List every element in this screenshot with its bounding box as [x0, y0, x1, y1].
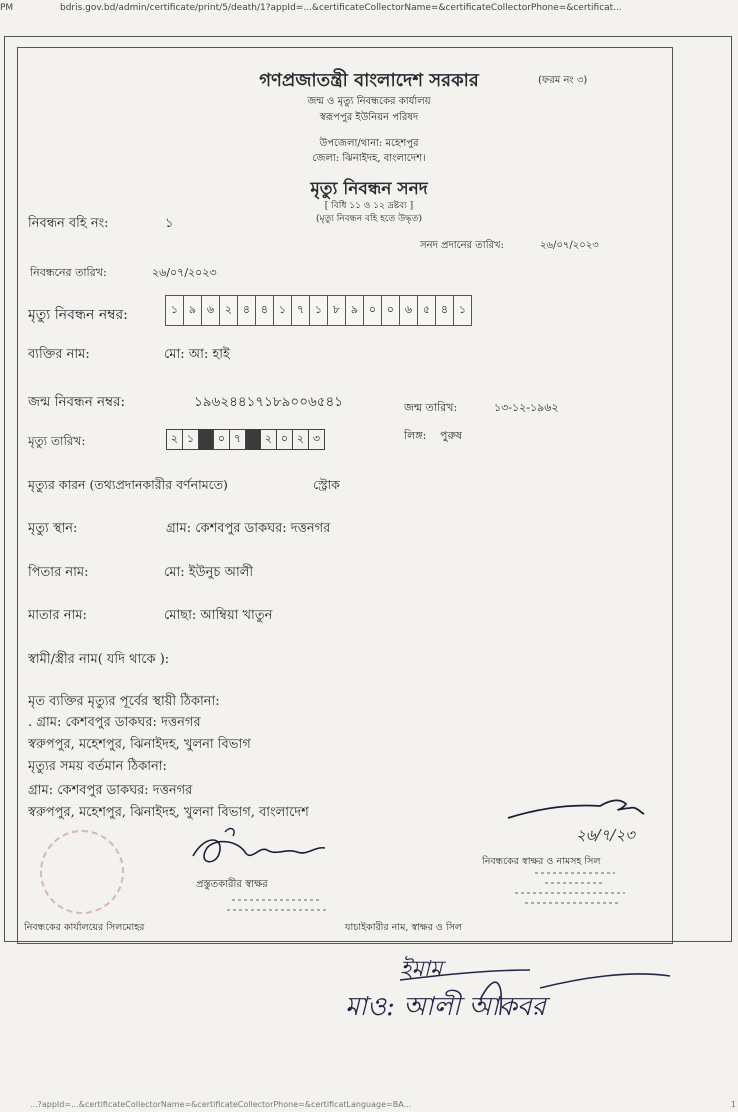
death-place-value: গ্রাম: কেশবপুর ডাকঘর: দত্তনগর	[166, 521, 331, 536]
death-reg-digit: ১	[165, 295, 184, 326]
death-place-label: মৃত্যু স্থান:	[28, 521, 78, 536]
death-reg-no-label: মৃত্যু নিবন্ধন নম্বর:	[28, 307, 128, 323]
registrar-signature-label: নিবন্ধকের স্বাক্ষর ও নামসহ সিল	[482, 856, 601, 867]
issue-date-value: ২৬/০৭/২০২৩	[540, 240, 599, 251]
book-no-value: ১	[165, 216, 174, 231]
print-footer-url: ...?appId=...&certificateCollectorName=&certificateCollectorPhone=&certificatLanguage=BA...	[30, 1100, 412, 1109]
death-reg-digit: ০	[382, 295, 400, 326]
death-date-digit: ১	[183, 429, 199, 450]
issue-date-label: সনদ প্রদানের তারিখ:	[420, 240, 504, 251]
print-url: bdris.gov.bd/admin/certificate/print/5/death/1?appId=...&certificateCollectorName=&certificateCollectorPhone=&certificat...	[60, 3, 622, 13]
death-reg-digit: ০	[364, 295, 382, 326]
district-line: জেলা: ঝিনাইদহ, বাংলাদেশ।	[312, 153, 426, 164]
spouse-name-label: স্বামী/স্ত্রীর নাম( যদি থাকে ):	[28, 652, 170, 667]
handwritten-name: মাও: আলী আকবর	[345, 992, 546, 1022]
gender-label: লিঙ্গ:	[404, 429, 427, 442]
death-reg-digit: ৪	[436, 295, 454, 326]
preparer-signature-label: প্রস্তুতকারীর স্বাক্ষর	[196, 879, 268, 890]
print-time: PM	[0, 3, 14, 13]
print-header	[0, 0, 738, 26]
death-date-boxes	[166, 429, 325, 450]
registrar-stamp-text	[505, 868, 635, 911]
person-name-label: ব্যক্তির নাম:	[28, 347, 90, 362]
death-date-digit: ২	[260, 429, 277, 450]
permanent-address-label: মৃত ব্যক্তির মৃত্যুর পূর্বের স্থায়ী ঠিকানা:	[28, 694, 220, 709]
preparer-signature	[185, 826, 345, 876]
death-reg-no-boxes	[165, 295, 472, 326]
death-date-digit: ০	[277, 429, 293, 450]
permanent-address-line2: স্বরুপপুর, মহেশপুর, ঝিনাইদহ, খুলনা বিভাগ	[28, 737, 251, 752]
print-footer	[0, 1100, 738, 1112]
date-separator	[199, 429, 213, 450]
cause-of-death-value: স্ট্রোক	[313, 477, 340, 492]
mother-name-label: মাতার নাম:	[28, 608, 87, 623]
verifier-label: যাচাইকারীর নাম, স্বাক্ষর ও সিল	[345, 922, 462, 933]
death-date-digit: ০	[213, 429, 230, 450]
current-address-line2: স্বরুপপুর, মহেশপুর, ঝিনাইদহ, খুলনা বিভাগ, বাংলাদেশ	[28, 805, 309, 820]
registrar-sign-date: ২৬/৭/২৩	[576, 826, 635, 844]
death-date-digit: ৩	[309, 429, 325, 450]
union-name: স্বরূপপুর ইউনিয়ন পরিষদ	[319, 112, 419, 123]
current-address-label: মৃত্যুর সময় বর্তমান ঠিকানা:	[28, 759, 167, 774]
birth-date-label: জন্ম তারিখ:	[404, 401, 458, 414]
book-no-label: নিবন্ধন বহি নং:	[28, 216, 109, 231]
death-reg-digit: ১	[274, 295, 292, 326]
cause-of-death-label: মৃত্যুর কারন (তথ্যপ্রদানকারীর বর্ণনামতে)	[28, 477, 228, 492]
death-reg-digit: ২	[220, 295, 238, 326]
government-title: গণপ্রজাতন্ত্রী বাংলাদেশ সরকার	[259, 70, 479, 91]
death-date-label: মৃত্যু তারিখ:	[28, 434, 86, 448]
form-number: (ফরম নং ৩)	[538, 75, 588, 86]
birth-reg-no-label: জন্ম নিবন্ধন নম্বর:	[28, 394, 126, 410]
death-reg-digit: ৪	[238, 295, 256, 326]
print-page-number: 1	[730, 1100, 736, 1109]
father-name-label: পিতার নাম:	[28, 565, 89, 580]
death-reg-digit: ৪	[256, 295, 274, 326]
father-name-value: মো: ইউনুচ আলী	[164, 565, 254, 580]
rule-reference: [ বিধি ১১ ও ১২ দ্রষ্টব্য ]	[324, 201, 414, 211]
death-reg-digit: ৯	[346, 295, 364, 326]
death-reg-digit: ৬	[400, 295, 418, 326]
death-reg-digit: ৮	[328, 295, 346, 326]
death-reg-digit: ৭	[292, 295, 310, 326]
death-reg-digit: ৫	[418, 295, 436, 326]
birth-date-value: ১৩-১২-১৯৬২	[494, 401, 559, 414]
death-reg-digit: ১	[454, 295, 472, 326]
birth-reg-no-value: ১৯৬২৪৪১৭১৮৯০০৬৫৪১	[194, 394, 344, 410]
handwritten-title: ইমাম	[400, 957, 443, 982]
registration-date-label: নিবন্ধনের তারিখ:	[30, 266, 107, 279]
mother-name-value: মোছা: আম্বিয়া খাতুন	[164, 608, 273, 623]
registration-date-value: ২৬/০৭/২০২৩	[152, 266, 217, 279]
upazila-line: উপজেলা/থানা: মহেশপুর	[319, 138, 419, 149]
extract-note: (মৃত্যু নিবন্ধন বহি হতে উদ্ধৃত)	[315, 214, 423, 224]
date-separator	[246, 429, 260, 450]
gender-value: পুরুষ	[440, 429, 462, 442]
office-seal-label: নিবন্ধকের কার্যালয়ের সিলমোহর	[24, 922, 145, 933]
death-reg-digit: ৯	[184, 295, 202, 326]
death-date-digit: ২	[293, 429, 309, 450]
death-reg-digit: ১	[310, 295, 328, 326]
current-address-line1: গ্রাম: কেশবপুর ডাকঘর: দত্তনগর	[28, 783, 193, 798]
death-reg-digit: ৬	[202, 295, 220, 326]
certificate-title: মৃত্যু নিবন্ধন সনদ	[310, 179, 428, 199]
death-date-digit: ৭	[230, 429, 246, 450]
office-seal-stamp	[40, 830, 124, 914]
permanent-address-line1: . গ্রাম: কেশবপুর ডাকঘর: দত্তনগর	[28, 715, 201, 730]
preparer-stamp-text	[222, 892, 332, 921]
death-date-digit: ২	[166, 429, 183, 450]
person-name-value: মো: আ: হাই	[164, 347, 230, 362]
office-name: জন্ম ও মৃত্যু নিবন্ধকের কার্যালয়	[307, 96, 431, 107]
